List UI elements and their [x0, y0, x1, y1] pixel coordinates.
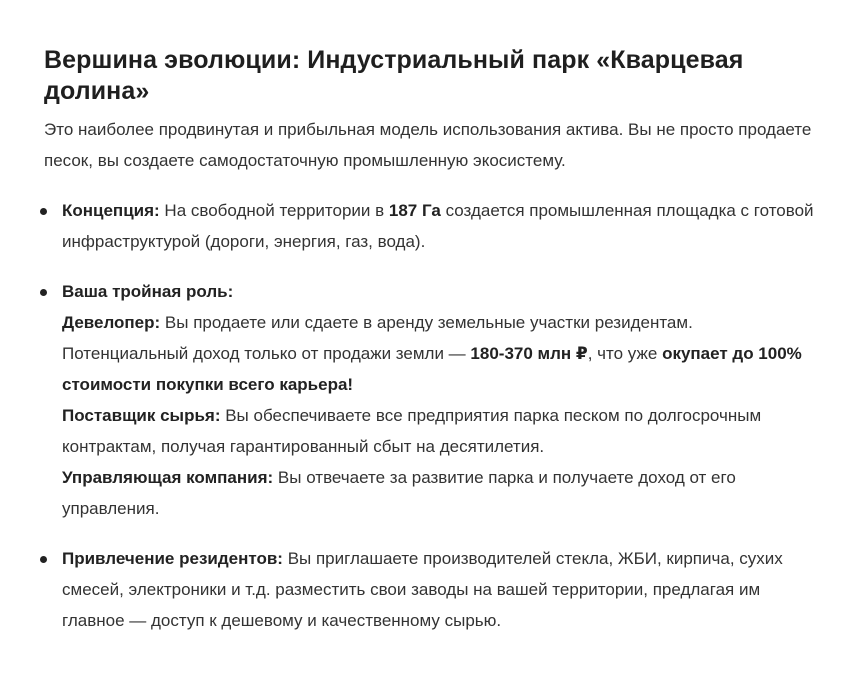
bullet-icon — [40, 289, 47, 296]
bullet-list — [44, 195, 814, 636]
role-text: , что уже — [587, 344, 663, 363]
area-value: 187 Га — [388, 201, 441, 220]
item-text: создается промышленная площадка с готовой инфраструктурой (дороги, энергия, газ, вода). — [62, 201, 814, 251]
role-label: Управляющая компания: — [62, 468, 274, 487]
role-text: Вы продаете или сдаете в аренду земельные участки резидентам. Потенциальный доход только от продажи земли — — [62, 313, 693, 363]
article-section — [44, 45, 814, 655]
list-item-residents — [44, 543, 814, 636]
item-label: Привлечение резидентов: — [62, 549, 283, 568]
item-label: Ваша тройная роль: — [62, 282, 234, 301]
role-supplier — [62, 400, 814, 462]
role-developer — [62, 307, 814, 400]
clipped-previous-line — [58, 0, 618, 5]
section-heading: Вершина эволюции: Индустриальный парк «Кварцевая долина» — [44, 46, 744, 105]
item-label: Концепция: — [62, 201, 160, 220]
payback-highlight: окупает до 100% стоимости покупки всего карьера! — [62, 344, 802, 394]
intro-paragraph: Это наиболее продвинутая и прибыльная модель использования актива. Вы не просто продаете песок, вы создаете самодостаточную промышленную экосистему. — [44, 120, 812, 170]
role-label: Девелопер: — [62, 313, 161, 332]
income-value: 180-370 млн ₽ — [470, 344, 588, 363]
bullet-icon — [40, 556, 47, 563]
item-text: Вы приглашаете производителей стекла, ЖБИ, кирпича, сухих смесей, электроники и т.д. разместить свои заводы на вашей территории, предлагая им главное — доступ к дешевому и качественному сырью. — [62, 549, 783, 630]
bullet-icon — [40, 208, 47, 215]
role-management — [62, 462, 814, 524]
item-text: На свободной территории в — [159, 201, 389, 220]
role-text: Вы отвечаете за развитие парка и получаете доход от его управления. — [62, 468, 736, 518]
role-text: Вы обеспечиваете все предприятия парка песком по долгосрочным контрактам, получая гарантированный сбыт на десятилетия. — [62, 406, 762, 456]
role-label: Поставщик сырья: — [62, 406, 221, 425]
list-item-triple-role — [44, 276, 814, 524]
list-item-concept — [44, 195, 814, 257]
